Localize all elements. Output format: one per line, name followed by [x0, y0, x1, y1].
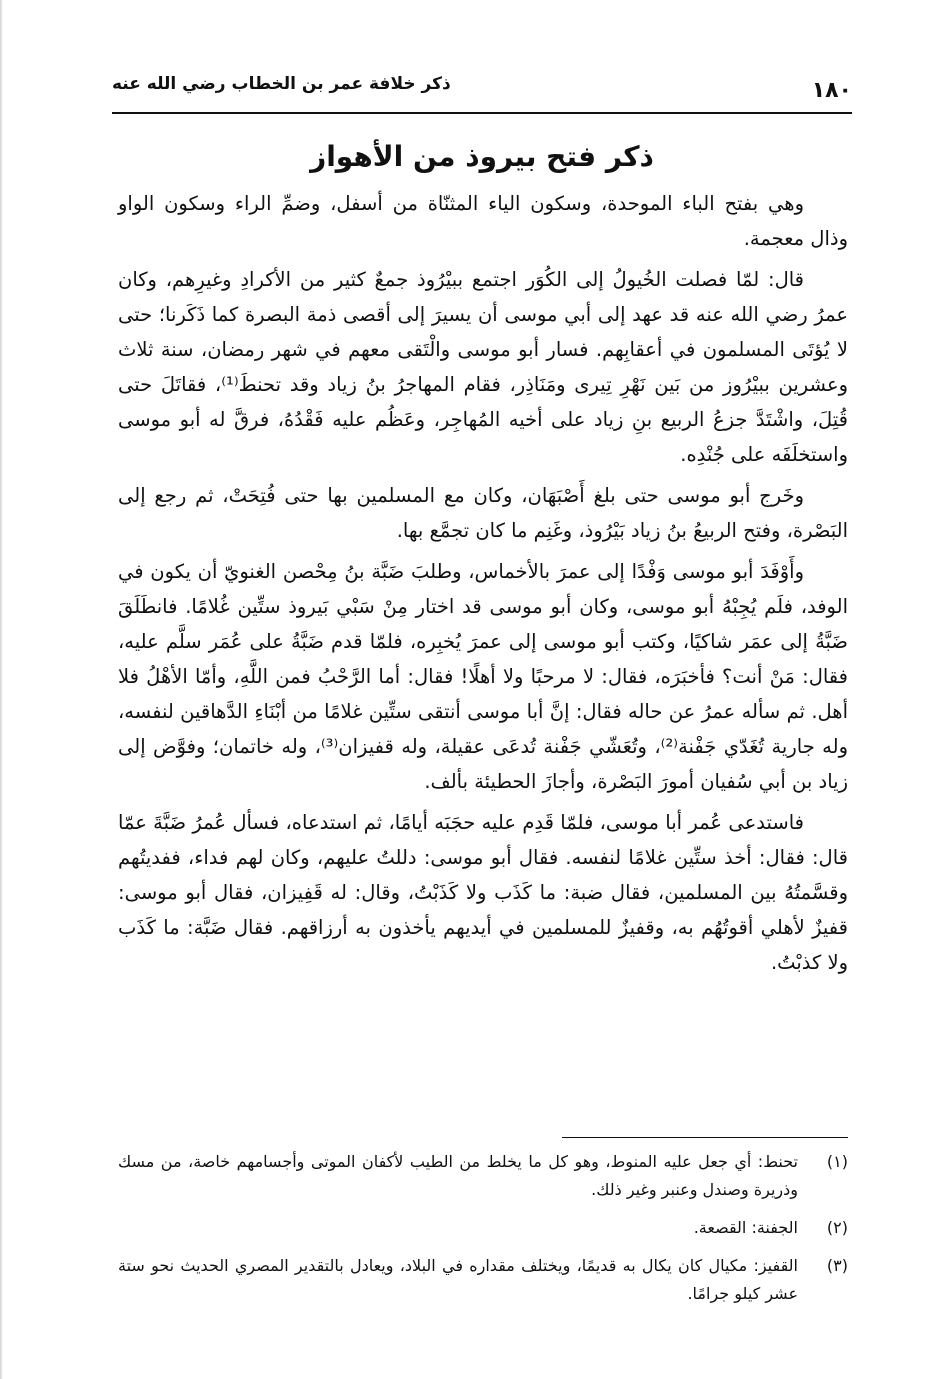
- footnote-text: تحنط: أي جعل عليه المنوط، وهو كل ما يخلط من الطيب لأكفان الموتى وأجسامهم خاصة، من مسك وذريرة وصندل وعنبر وغير ذلك.: [118, 1152, 798, 1199]
- paragraph: فاستدعى عُمر أبا موسى، فلمّا قَدِم عليه حجَبَه أيامًا، ثم استدعاه، فسأل عُمرُ ضَبَّةَ عمّا قال: فقال: أخذ ستِّين غلامًا لنفسه. فقال أبو موسى: دللتُ عليهم، وكان لهم فداء، ففديتُهم وقسَّمتُهُ بين المسلمين، فقال ضبة: ما كَذَب ولا كَذَبْتُ، وقال: له قَفِيزان، فقال أبو موسى: قفيزٌ لأهلي أقوتُهُم به، وقفيزٌ للمسلمين في أيديهم يأخذون به أرزاقهم. فقال ضَبَّة: ما كَذَب ولا كذبْتُ.: [118, 811, 848, 974]
- paragraph: وهي بفتح الباء الموحدة، وسكون الياء المثنّاة من أسفل، وضمِّ الراء وسكون الواو وذال معجمة.: [118, 192, 848, 250]
- footnote-text: الجفنة: القصعة.: [693, 1218, 798, 1237]
- page-number: ١٨٠: [811, 78, 852, 103]
- footnote: [118, 1214, 848, 1242]
- paragraph: وأَوْفَدَ أبو موسى وَفْدًا إلى عمرَ بالأخماس، وطلبَ ضَبَّة بنُ مِحْصن الغنويّ أن يكون في الوفد، فلَم يُجِبْهُ أبو موسى، وكان أبو موسى قد اختار مِنْ سَبْي بَيروذ ستِّين غُلامًا. فانطَلَقَ ضَبَّةُ إلى عمَر شاكيًا، وكتب أبو موسى إلى عمرَ يُخبِره، فلمّا قدم ضَبَّةُ على عُمَر سلَّم عليه، فقال: مَنْ أنت؟ فأخبَرَه، فقال: لا مرحبًا ولا أهلًا! فقال: أما الرَّحْبُ فمن اللَّهِ، وأمّا الأهْلُ فلا أهل. ثم سأله عمرُ عن حاله فقال: إنَّ أبا موسى أنتقى ستِّين غلامًا من أبْنَاءِ الدَّهاقين لنفسه، وله جارية تُغَدّي جَفْنة⁽²⁾، وتُعَشّي جَفْنة تُدعَى عقيلة، وله قفيزان⁽³⁾، وله خاتمان؛ وفوَّض إلى زياد بن أبي سُفيان أمورَ البَصْرة، وأجازَ الحطيئة بألف.: [118, 560, 848, 793]
- main-text: [118, 186, 848, 986]
- footnote-number: (٣): [826, 1256, 848, 1275]
- page-header: [112, 68, 852, 108]
- footnotes: [118, 1148, 848, 1318]
- footnote-number: (٢): [826, 1218, 848, 1237]
- footnote-rule: [562, 1137, 848, 1138]
- footnote: [118, 1252, 848, 1308]
- header-rule: [112, 112, 852, 114]
- chapter-title: ذكر فتح بيروذ من الأهواز: [310, 140, 654, 173]
- footnote-number: (١): [826, 1152, 848, 1171]
- paragraph: وخَرج أبو موسى حتى بلغ أَصْبَهَان، وكان مع المسلمين بها حتى فُتِحَتْ، ثم رجع إلى البَصْرة، وفتح الربيعُ بنُ زياد بَيْرُوذ، وغَنِم ما كان تجمَّع بها.: [118, 484, 848, 542]
- running-title: ذكر خلافة عمر بن الخطاب رضي الله عنه: [112, 74, 451, 94]
- scan-edge-shadow: [0, 0, 3, 1379]
- footnote: [118, 1148, 848, 1204]
- paragraph: قال: لمّا فصلت الخُيولُ إلى الكُوَر اجتمع ببيْرُوذ جمعٌ كثير من الأكرادِ وغيرِهم، وكان عمرُ رضي الله عنه قد عهد إلى أبي موسى أن يسيرَ إلى أقصى ذمة البصرة كما ذَكَرنا؛ حتى لا يُؤتَى المسلمون في أعقابِهم. فسار أبو موسى والْتَقى معهم في شهر رمضان، سنة ثلاث وعشرين ببيْرُوز من بَين نَهْرِ تِيرى ومَنَاذِر، فقام المهاجرُ بنُ زياد وقد تحنطَ⁽¹⁾، فقاتَلَ حتى قُتِلَ، واشْتَدَّ جزعُ الربيع بنِ زياد على أخيه المُهاجِر، وعَظُم عليه فَقْدُهُ، فرقَّ له أبو موسى واستخلَفَه على جُنْدِه.: [118, 268, 848, 466]
- footnote-text: القفيز: مكيال كان يكال به قديمًا، ويختلف مقداره في البلاد، ويعادل بالتقدير المصري الحديث نحو ستة عشر كيلو جرامًا.: [118, 1256, 798, 1303]
